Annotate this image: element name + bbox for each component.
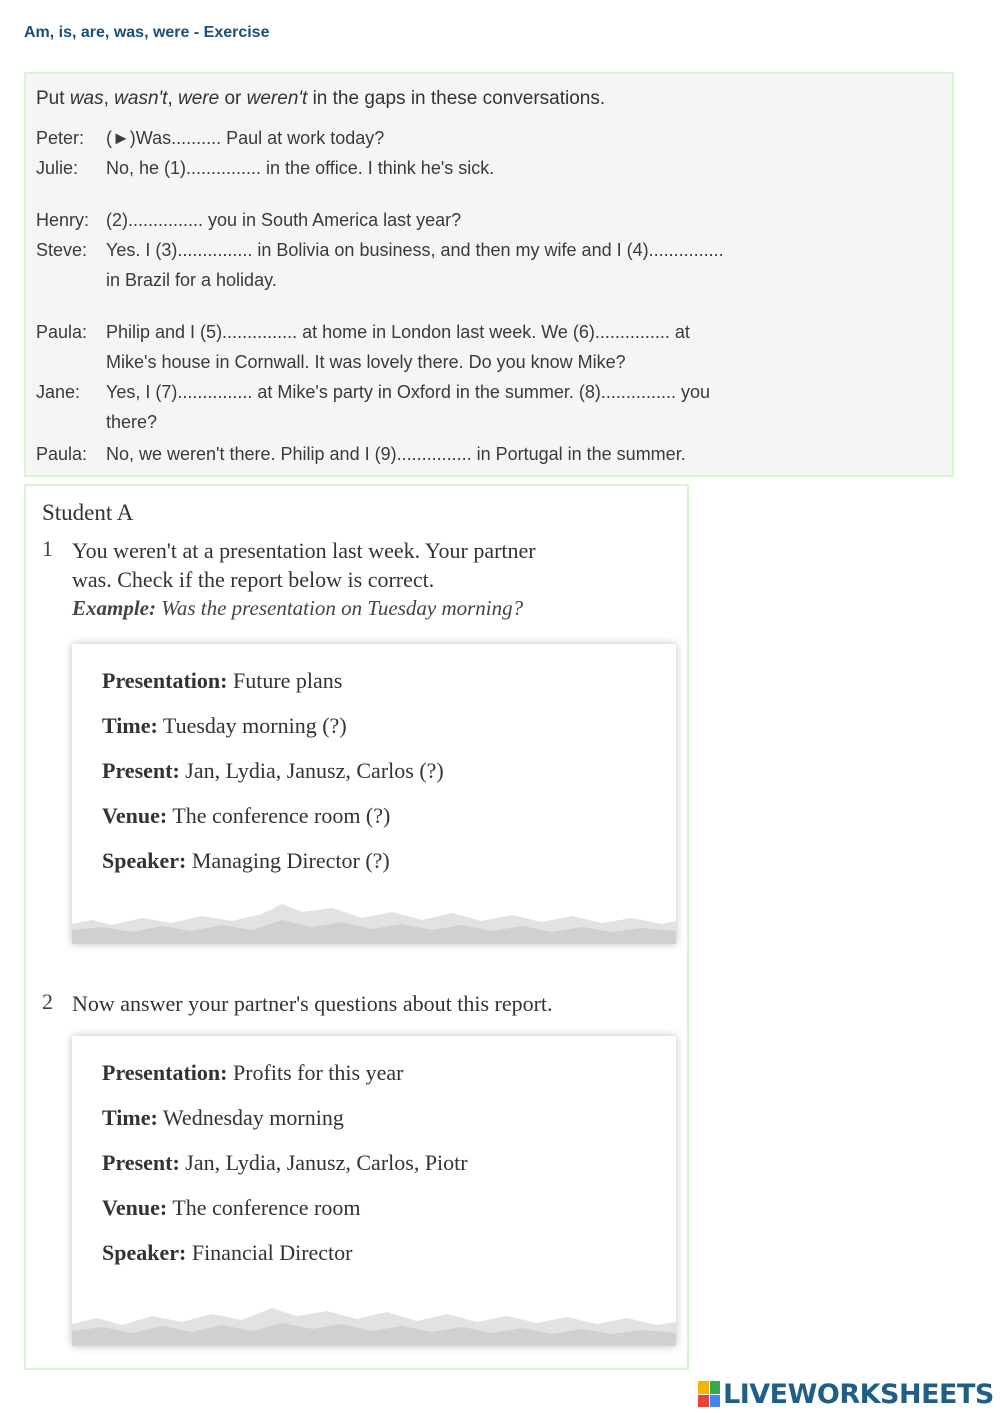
- dialogue-line: in Brazil for a holiday.: [106, 270, 277, 290]
- logo-text: LIVEWORKSHEETS: [723, 1378, 994, 1410]
- dialogue-line: Philip and I (5)............... at home in London last week. We (6)............... at: [106, 322, 690, 342]
- dialogue-line: there?: [106, 412, 158, 432]
- report-row: [102, 1150, 468, 1176]
- report-row: [102, 668, 342, 694]
- report-row: [102, 1195, 360, 1221]
- report-value: Jan, Lydia, Janusz, Carlos, Piotr: [185, 1150, 468, 1175]
- dialogue-line: (►)Was.......... Paul at work today?: [106, 128, 385, 148]
- report-row: [102, 1105, 344, 1131]
- report-row: [102, 1240, 353, 1266]
- report-label: Venue:: [102, 1195, 168, 1220]
- dialogue-line: Mike's house in Cornwall. It was lovely there. Do you know Mike?: [106, 352, 626, 372]
- report-label: Speaker:: [102, 1240, 187, 1265]
- report-value: The conference room: [172, 1195, 361, 1220]
- report-value: The conference room (?): [172, 803, 391, 828]
- report-label: Presentation:: [102, 668, 228, 693]
- report-value: Wednesday morning: [162, 1105, 344, 1130]
- report-row: [102, 1060, 403, 1086]
- instruction-word: wasn't: [114, 88, 168, 109]
- report-label: Present:: [102, 758, 180, 783]
- report-label: Venue:: [102, 803, 168, 828]
- report-label: Speaker:: [102, 848, 187, 873]
- instruction-text: Put: [36, 88, 70, 109]
- instruction-text: in the gaps in these conversations.: [307, 88, 606, 109]
- speaker-label: Jane:: [36, 382, 81, 402]
- report-row: [102, 758, 444, 784]
- liveworksheets-logo[interactable]: [698, 1378, 994, 1410]
- speaker-label: Paula:: [36, 322, 88, 342]
- report-row: [102, 848, 390, 874]
- report-card-1: [72, 644, 676, 944]
- student-heading: Student A: [42, 500, 134, 525]
- example-label: Example:: [72, 596, 156, 620]
- dialogue-line: Yes, I (7)............... at Mike's party in Oxford in the summer. (8)............... you: [106, 382, 710, 402]
- report-value: Profits for this year: [232, 1060, 404, 1085]
- instruction-text: ,: [103, 88, 115, 109]
- report-value: Jan, Lydia, Janusz, Carlos (?): [185, 758, 444, 783]
- report-value: Future plans: [232, 668, 343, 693]
- report-label: Time:: [102, 1105, 158, 1130]
- instruction-text: or: [219, 88, 247, 109]
- logo-badge-icon: [698, 1381, 720, 1407]
- task-number: 1: [42, 536, 53, 561]
- report-label: Presentation:: [102, 1060, 228, 1085]
- dialogue-line: Yes. I (3)............... in Bolivia on business, and then my wife and I (4)...............: [106, 240, 724, 260]
- instruction-word: was: [69, 88, 104, 109]
- task2-text: Now answer your partner's questions about this report.: [72, 991, 553, 1016]
- report-label: Time:: [102, 713, 158, 738]
- report-row: [102, 803, 390, 829]
- report-card-2: [72, 1036, 676, 1346]
- report-label: Present:: [102, 1150, 180, 1175]
- task1-line2: was. Check if the report below is correct.: [72, 567, 435, 592]
- logo-tile: [710, 1381, 721, 1394]
- task1-line1: You weren't at a presentation last week. Your partner: [72, 538, 536, 563]
- student-a-panel: [24, 484, 689, 1370]
- task-number: 2: [42, 989, 53, 1014]
- example-text: Was the presentation on Tuesday morning?: [161, 596, 524, 620]
- speaker-label: Julie:: [36, 158, 79, 178]
- example-question: [72, 596, 523, 621]
- instruction-word: were: [178, 88, 220, 109]
- logo-tile: [698, 1381, 709, 1394]
- speaker-label: Paula:: [36, 444, 88, 464]
- report-row: [102, 713, 347, 739]
- torn-edge-decoration: [72, 894, 676, 944]
- speaker-label: Steve:: [36, 240, 88, 260]
- dialogue-line: No, we weren't there. Philip and I (9)............... in Portugal in the summer.: [106, 444, 686, 464]
- exercise-panel: [24, 72, 954, 477]
- instruction-word: weren't: [246, 88, 308, 109]
- speaker-label: Peter:: [36, 128, 85, 148]
- page-title: Am, is, are, was, were - Exercise: [24, 24, 270, 41]
- dialogue-line: (2)............... you in South America last year?: [106, 210, 462, 230]
- report-value: Financial Director: [191, 1240, 353, 1265]
- torn-edge-decoration: [72, 1296, 676, 1346]
- dialogue-line: No, he (1)............... in the office. I think he's sick.: [106, 158, 495, 178]
- logo-tile: [710, 1395, 721, 1408]
- instruction-text: ,: [167, 88, 178, 109]
- report-value: Tuesday morning (?): [162, 713, 347, 738]
- logo-tile: [698, 1395, 709, 1408]
- speaker-label: Henry:: [36, 210, 90, 230]
- exercise-instruction: [36, 88, 605, 110]
- report-value: Managing Director (?): [191, 848, 390, 873]
